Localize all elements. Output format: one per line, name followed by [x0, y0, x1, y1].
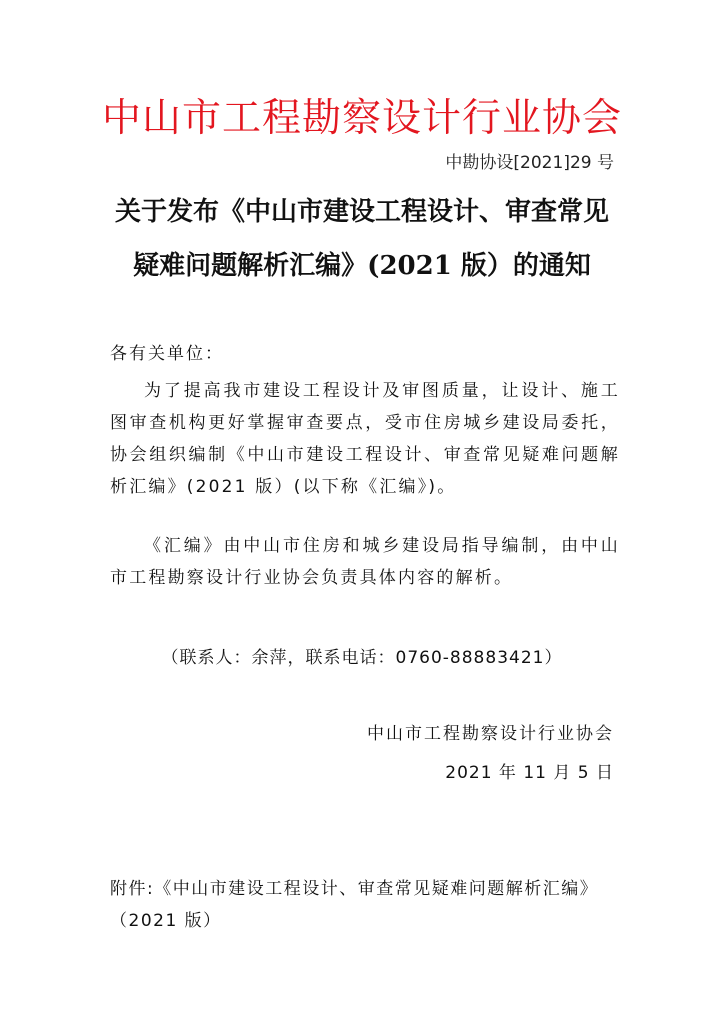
body-paragraph: 为了提高我市建设工程设计及审图质量，让设计、施工图审查机构更好掌握审查要点，受市住房城乡建设局委托，协会组织编制《中山市建设工程设计、审查常见疑难问题解析汇编》(2021 版）(以下称《汇编》)。: [110, 381, 620, 497]
document-number: 中勘协设[2021]29 号: [445, 153, 614, 173]
contact-info: （联系人：余萍，联系电话：0760-88883421）: [161, 648, 563, 668]
attachment-note: 附件:《中山市建设工程设计、审查常见疑难问题解析汇编》（2021 版）: [110, 879, 599, 931]
letterhead-title: 中山市工程勘察设计行业协会: [101, 96, 622, 141]
issue-date: 2021 年 11 月 5 日: [445, 763, 614, 783]
issuer-signature: 中山市工程勘察设计行业协会: [367, 724, 614, 744]
body-paragraph: 《汇编》由中山市住房和城乡建设局指导编制，由中山市工程勘察设计行业协会负责具体内容的解析。: [110, 536, 620, 588]
salutation: 各有关单位：: [110, 344, 224, 364]
notice-title-line-1: 关于发布《中山市建设工程设计、审查常见: [114, 197, 609, 227]
notice-title-line-2: 疑难问题解析汇编》(2021 版）的通知: [133, 251, 591, 281]
